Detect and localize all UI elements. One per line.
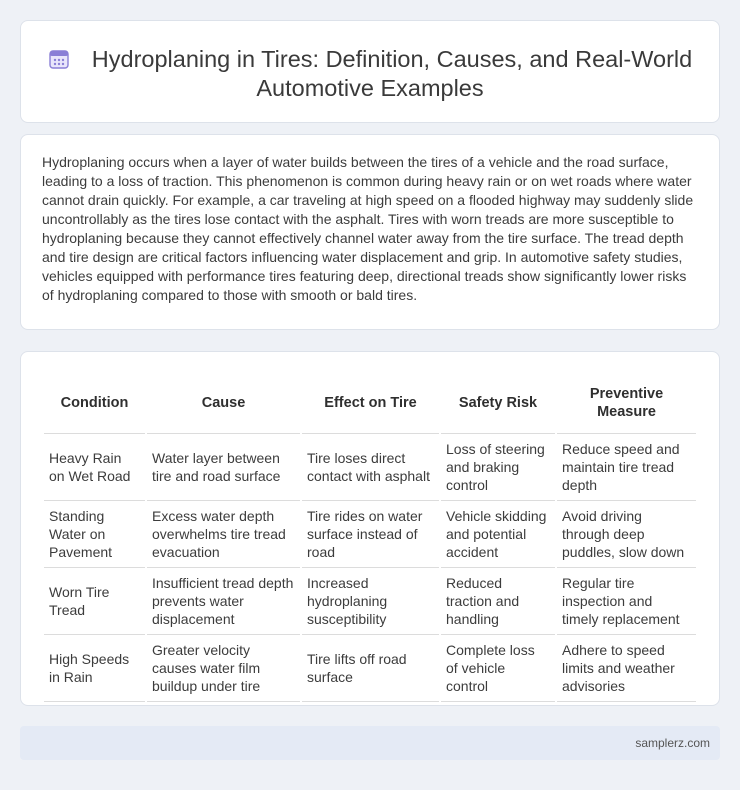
column-header-prevention: Preventive Measure — [557, 372, 696, 434]
table-row — [44, 434, 696, 501]
intro-card — [20, 134, 720, 330]
table-cell: Vehicle skidding and potential accident — [441, 501, 555, 568]
table-card — [20, 351, 720, 706]
table-cell: High Speeds in Rain — [44, 635, 145, 702]
table-cell: Greater velocity causes water film buildup under tire — [147, 635, 300, 702]
hydroplaning-table — [42, 372, 698, 702]
table-cell: Reduced traction and handling — [441, 568, 555, 635]
column-header-condition: Condition — [44, 372, 145, 434]
table-cell: Tire rides on water surface instead of road — [302, 501, 439, 568]
column-header-cause: Cause — [147, 372, 300, 434]
table-cell: Excess water depth overwhelms tire tread evacuation — [147, 501, 300, 568]
table-cell: Increased hydroplaning susceptibility — [302, 568, 439, 635]
footer-bar — [20, 726, 720, 760]
footer-site-link[interactable]: samplerz.com — [635, 736, 710, 750]
table-cell: Avoid driving through deep puddles, slow down — [557, 501, 696, 568]
table-cell: Water layer between tire and road surface — [147, 434, 300, 501]
table-cell: Insufficient tread depth prevents water displacement — [147, 568, 300, 635]
table-cell: Adhere to speed limits and weather advisories — [557, 635, 696, 702]
table-cell: Tire lifts off road surface — [302, 635, 439, 702]
header-card — [20, 20, 720, 123]
table-cell: Standing Water on Pavement — [44, 501, 145, 568]
table-row — [44, 568, 696, 635]
table-header-row — [44, 372, 696, 434]
table-cell: Complete loss of vehicle control — [441, 635, 555, 702]
table-row — [44, 501, 696, 568]
column-header-risk: Safety Risk — [441, 372, 555, 434]
table-cell: Loss of steering and braking control — [441, 434, 555, 501]
calendar-icon — [48, 48, 70, 70]
table-cell: Regular tire inspection and timely replacement — [557, 568, 696, 635]
table-cell: Tire loses direct contact with asphalt — [302, 434, 439, 501]
table-cell: Reduce speed and maintain tire tread depth — [557, 434, 696, 501]
column-header-effect: Effect on Tire — [302, 372, 439, 434]
page-title-text: Hydroplaning in Tires: Definition, Causes, and Real-World Automotive Examples — [91, 46, 693, 101]
table-cell: Heavy Rain on Wet Road — [44, 434, 145, 501]
page-title — [41, 45, 699, 103]
intro-paragraph: Hydroplaning occurs when a layer of water builds between the tires of a vehicle and the road surface, leading to a loss of traction. This phenomenon is common during heavy rain or on wet roads where water cannot drain quickly. For example, a car traveling at high speed on a flooded highway may suddenly slide uncontrollably as the tires lose contact with the asphalt. Tires with worn treads are more susceptible to hydroplaning because they cannot effectively channel water away from the tire surface. The tread depth and tire design are critical factors influencing water displacement and grip. In automotive safety studies, vehicles equipped with performance tires featuring deep, directional treads show significantly lower risks of hydroplaning compared to those with smooth or bald tires. — [42, 154, 694, 303]
table-cell: Worn Tire Tread — [44, 568, 145, 635]
table-row — [44, 635, 696, 702]
